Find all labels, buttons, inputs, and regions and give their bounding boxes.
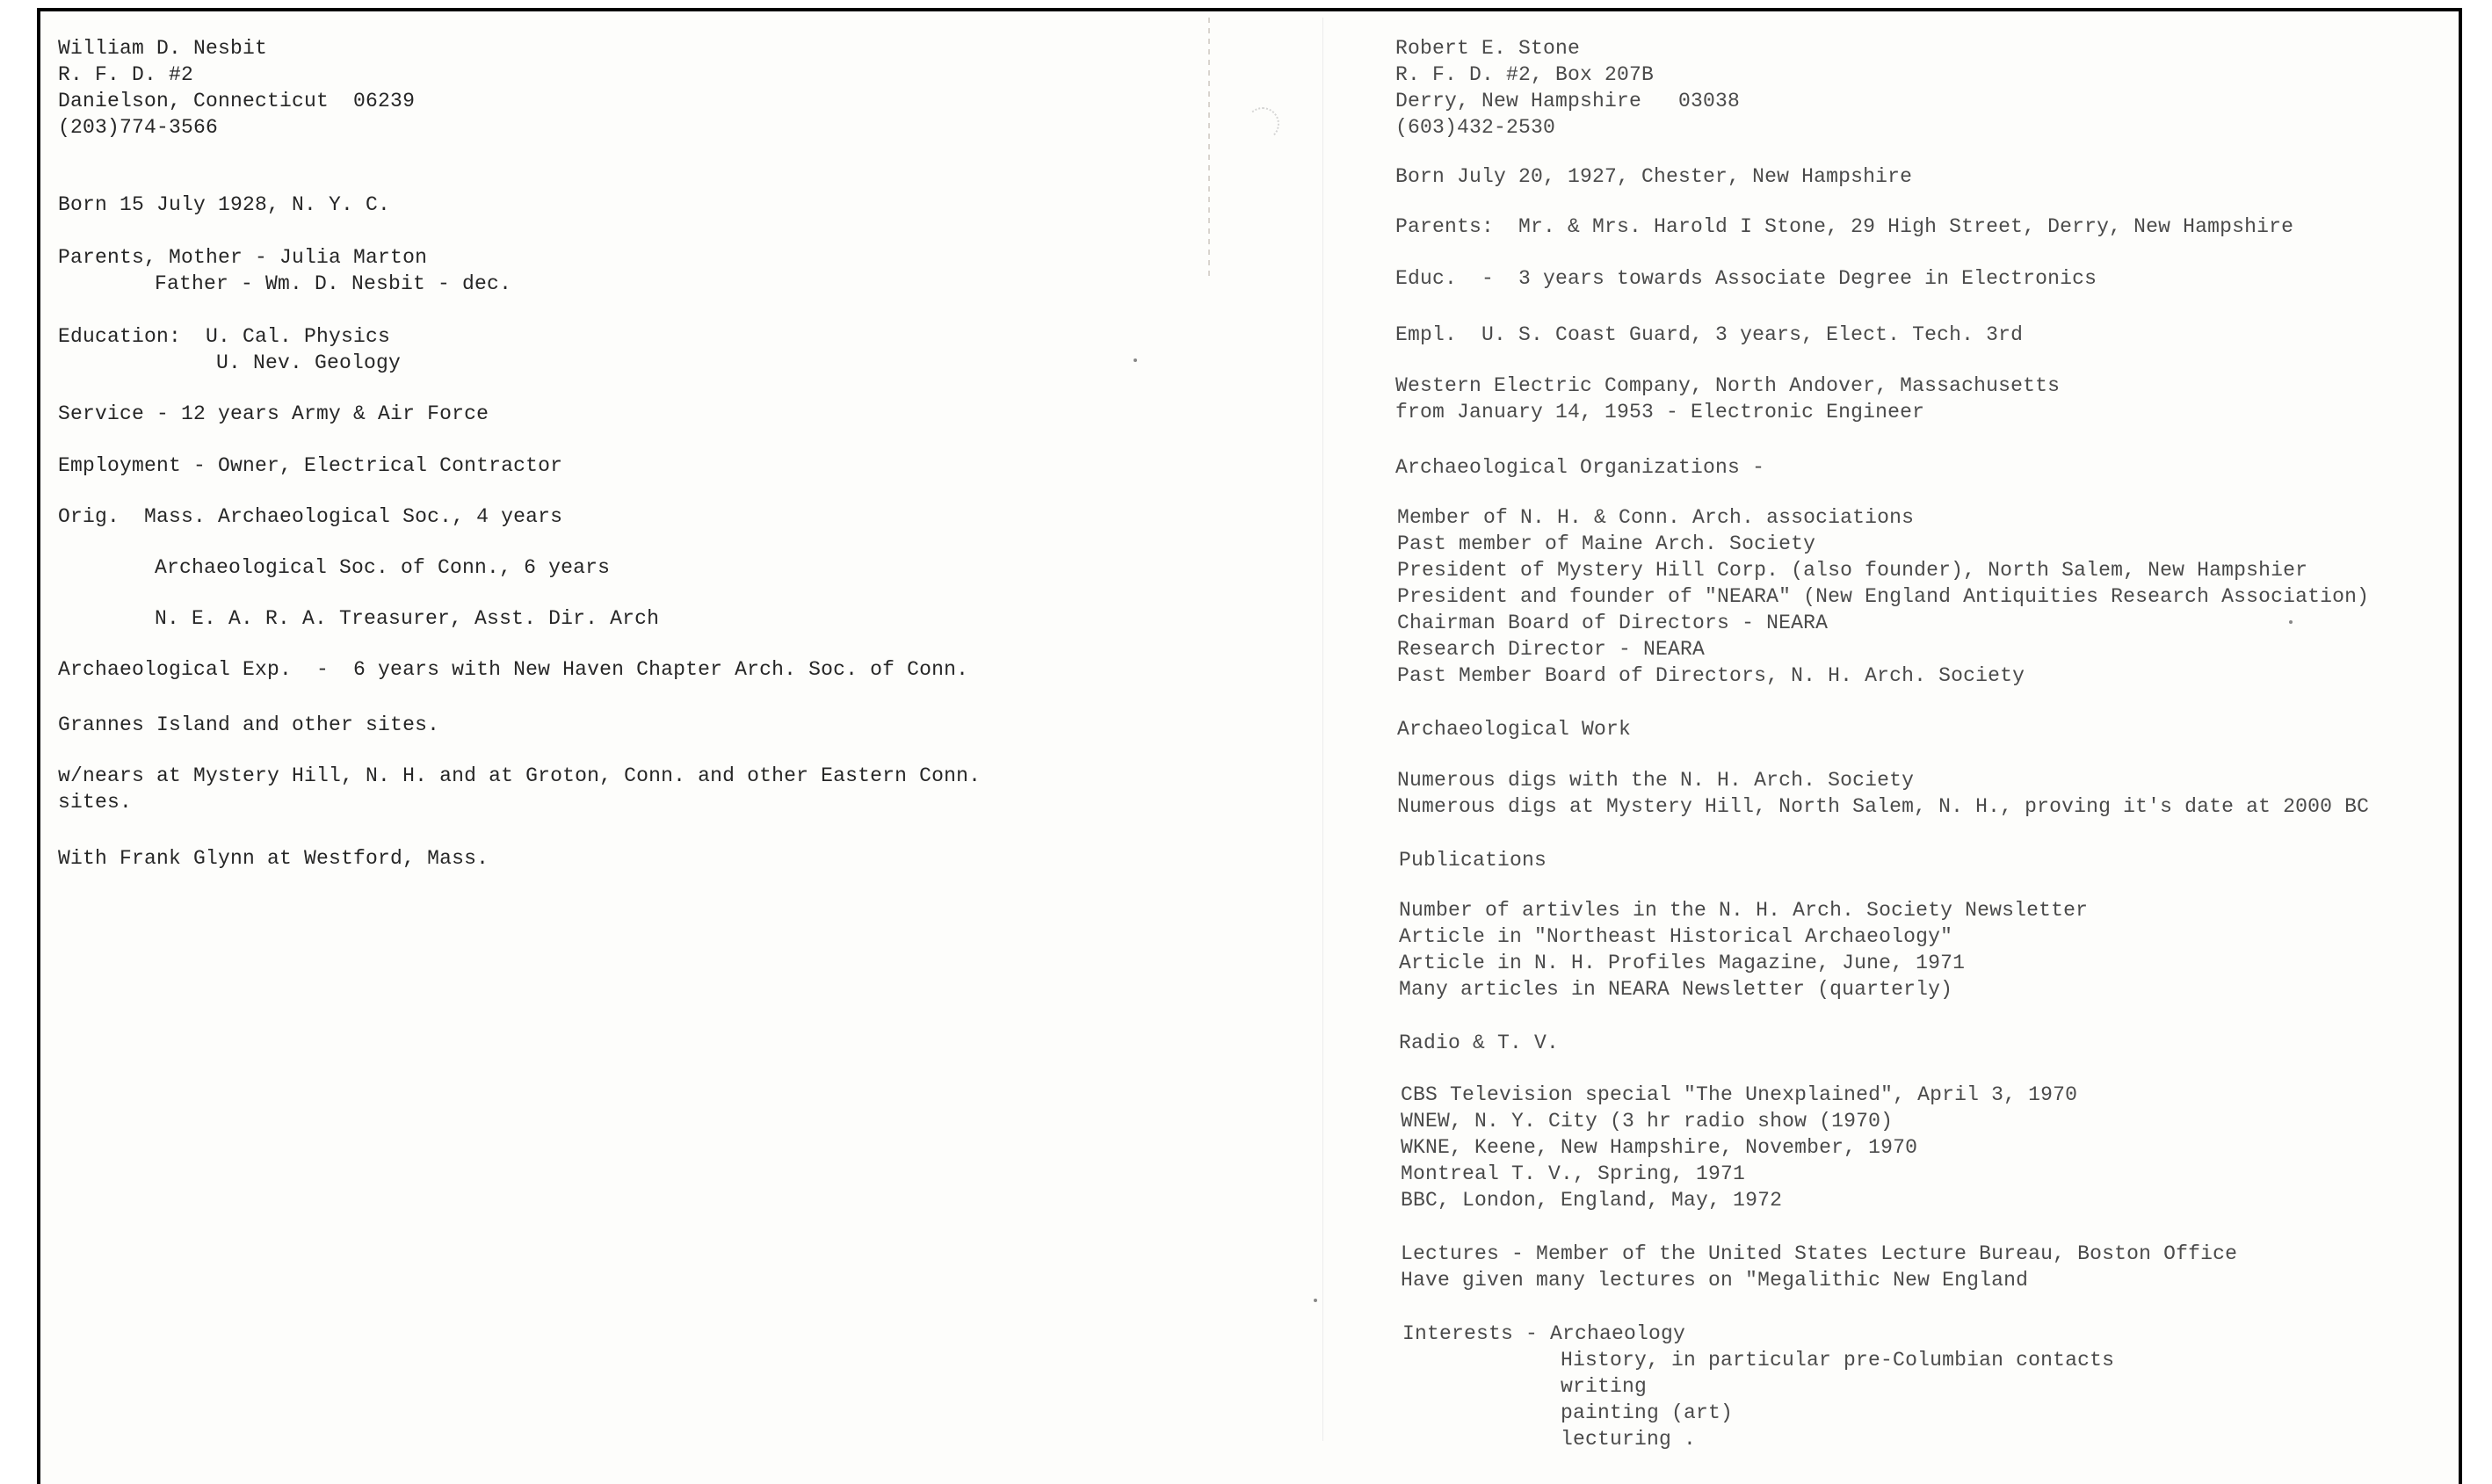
lectures-line-1: Lectures - Member of the United States Lecture Bureau, Boston Office	[1401, 1242, 2238, 1265]
born-line: Born July 20, 1927, Chester, New Hampshire	[1395, 165, 1913, 188]
publications-heading: Publications	[1399, 849, 1547, 872]
arch-orgs-item: Member of N. H. & Conn. Arch. associations	[1397, 506, 1915, 529]
interests-item: History, in particular pre-Columbian contacts	[1561, 1349, 2115, 1372]
wnears-line-2: sites.	[58, 791, 133, 814]
orgs-line-1: Orig. Mass. Archaeological Soc., 4 years	[58, 505, 563, 528]
publications-item: Number of artivles in the N. H. Arch. Society Newsletter	[1399, 899, 2089, 922]
arch-work-item: Numerous digs at Mystery Hill, North Salem, N. H., proving it's date at 2000 BC	[1397, 795, 2370, 818]
employment-line: Employment - Owner, Electrical Contractor	[58, 454, 563, 477]
radio-tv-item: BBC, London, England, May, 1972	[1401, 1189, 1783, 1212]
arch-orgs-item: President of Mystery Hill Corp. (also founder), North Salem, New Hampshier	[1397, 559, 2308, 582]
publications-item: Many articles in NEARA Newsletter (quarterly)	[1399, 978, 1953, 1001]
smudge-mark	[1246, 107, 1279, 141]
arch-work-heading: Archaeological Work	[1397, 718, 1632, 741]
publications-item: Article in "Northeast Historical Archaeology"	[1399, 925, 1953, 948]
ink-speck	[2289, 620, 2293, 624]
header-address-1: R. F. D. #2, Box 207B	[1395, 63, 1655, 86]
interests-item: painting (art)	[1561, 1401, 1734, 1424]
arch-orgs-heading: Archaeological Organizations -	[1395, 456, 1765, 479]
radio-tv-item: CBS Television special "The Unexplained", April 3, 1970	[1401, 1083, 2078, 1106]
education-line-2: U. Nev. Geology	[216, 351, 402, 374]
parents-mother: Parents, Mother - Julia Marton	[58, 246, 428, 269]
header-phone: (203)774-3566	[58, 116, 219, 139]
arch-orgs-item: Chairman Board of Directors - NEARA	[1397, 612, 1829, 634]
radio-tv-item: WNEW, N. Y. City (3 hr radio show (1970)	[1401, 1110, 1894, 1133]
radio-tv-item: WKNE, Keene, New Hampshire, November, 1970	[1401, 1136, 1918, 1159]
header-address-2: Danielson, Connecticut 06239	[58, 90, 416, 112]
born-line: Born 15 July 1928, N. Y. C.	[58, 193, 391, 216]
orgs-line-2: Archaeological Soc. of Conn., 6 years	[155, 556, 611, 579]
employment-western-electric-1: Western Electric Company, North Andover, Massachusetts	[1395, 374, 2061, 397]
interests-item: lecturing .	[1561, 1428, 1697, 1451]
interests-item: writing	[1561, 1375, 1648, 1398]
header-address-1: R. F. D. #2	[58, 63, 194, 86]
publications-item: Article in N. H. Profiles Magazine, June, 1971	[1399, 952, 1966, 974]
parents-line: Parents: Mr. & Mrs. Harold I Stone, 29 High Street, Derry, New Hampshire	[1395, 215, 2294, 238]
grannes-line: Grannes Island and other sites.	[58, 713, 440, 736]
arch-work-item: Numerous digs with the N. H. Arch. Society	[1397, 769, 1915, 792]
page-divider	[1322, 18, 1323, 1441]
arch-orgs-item: Past Member Board of Directors, N. H. Arch. Society	[1397, 664, 2025, 687]
employment-coast-guard: Empl. U. S. Coast Guard, 3 years, Elect. Tech. 3rd	[1395, 323, 2024, 346]
header-address-2: Derry, New Hampshire 03038	[1395, 90, 1741, 112]
arch-orgs-item: Research Director - NEARA	[1397, 638, 1706, 661]
ink-speck	[1314, 1299, 1317, 1302]
education-line: Educ. - 3 years towards Associate Degree in Electronics	[1395, 267, 2097, 290]
parents-father: Father - Wm. D. Nesbit - dec.	[155, 272, 512, 295]
radio-tv-heading: Radio & T. V.	[1399, 1032, 1560, 1054]
lectures-line-2: Have given many lectures on "Megalithic New England	[1401, 1269, 2029, 1292]
page-fold-mark	[1208, 18, 1210, 281]
header-name: William D. Nesbit	[58, 37, 268, 60]
radio-tv-item: Montreal T. V., Spring, 1971	[1401, 1162, 1746, 1185]
ink-speck	[1134, 358, 1137, 362]
arch-exp-line: Archaeological Exp. - 6 years with New Haven Chapter Arch. Soc. of Conn.	[58, 658, 969, 681]
arch-orgs-item: Past member of Maine Arch. Society	[1397, 532, 1816, 555]
arch-orgs-item: President and founder of "NEARA" (New England Antiquities Research Association)	[1397, 585, 2370, 608]
employment-western-electric-2: from January 14, 1953 - Electronic Engineer	[1395, 401, 1925, 423]
education-line-1: Education: U. Cal. Physics	[58, 325, 391, 348]
orgs-line-3: N. E. A. R. A. Treasurer, Asst. Dir. Arch	[155, 607, 660, 630]
glynn-line: With Frank Glynn at Westford, Mass.	[58, 847, 489, 870]
service-line: Service - 12 years Army & Air Force	[58, 402, 489, 425]
header-phone: (603)432-2530	[1395, 116, 1556, 139]
wnears-line-1: w/nears at Mystery Hill, N. H. and at Groton, Conn. and other Eastern Conn.	[58, 764, 982, 787]
interests-label: Interests - Archaeology	[1402, 1322, 1686, 1345]
header-name: Robert E. Stone	[1395, 37, 1581, 60]
